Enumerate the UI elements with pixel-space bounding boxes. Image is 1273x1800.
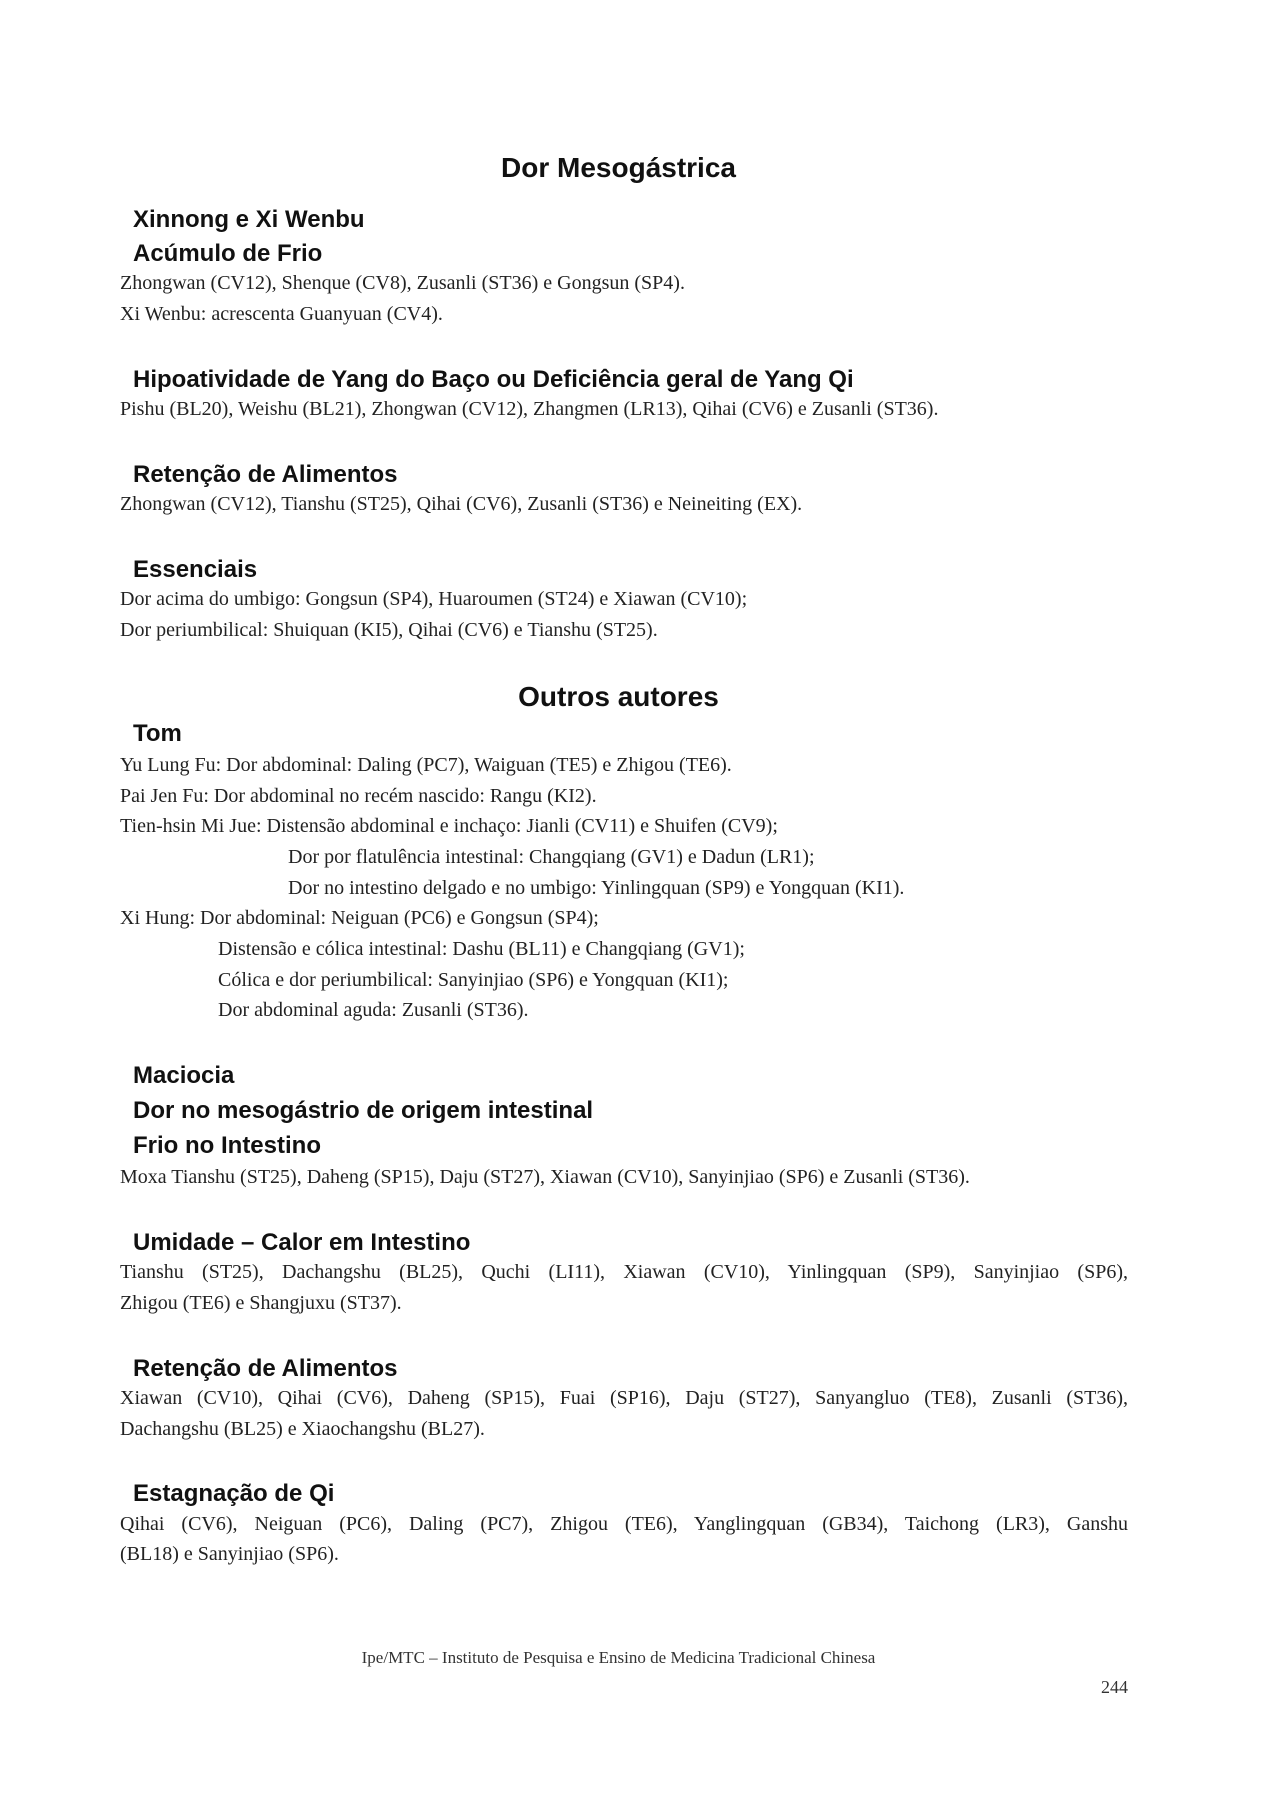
section-heading: Retenção de Alimentos — [133, 1355, 398, 1382]
section-heading: Acúmulo de Frio — [133, 240, 323, 267]
author-heading-tom: Tom — [133, 720, 182, 747]
author-heading-xinnong: Xinnong e Xi Wenbu — [133, 206, 365, 233]
section-heading: Estagnação de Qi — [133, 1480, 335, 1507]
text-line: Dor periumbilical: Shuiquan (KI5), Qihai (CV6) e Tianshu (ST25). — [120, 619, 658, 641]
text-line: Dor abdominal aguda: Zusanli (ST36). — [218, 999, 529, 1021]
page-number: 244 — [1101, 1677, 1128, 1697]
text-line: Zhongwan (CV12), Tianshu (ST25), Qihai (CV6), Zusanli (ST36) e Neineiting (EX). — [120, 493, 803, 515]
text-line: Pishu (BL20), Weishu (BL21), Zhongwan (CV12), Zhangmen (LR13), Qihai (CV6) e Zusanli (ST36). — [120, 398, 939, 420]
text-line: Xiawan (CV10), Qihai (CV6), Daheng (SP15), Fuai (SP16), Daju (ST27), Sanyangluo (TE8), Zusanli (ST36), — [120, 1387, 1128, 1409]
text-line: Zhongwan (CV12), Shenque (CV8), Zusanli (ST36) e Gongsun (SP4). — [120, 272, 685, 294]
section-title-outros: Outros autores — [518, 681, 719, 712]
text-line: Zhigou (TE6) e Shangjuxu (ST37). — [120, 1292, 402, 1314]
section-heading: Essenciais — [133, 556, 258, 583]
text-line: Moxa Tianshu (ST25), Daheng (SP15), Daju (ST27), Xiawan (CV10), Sanyinjiao (SP6) e Zusanli (ST36). — [120, 1166, 970, 1188]
text-line: Dachangshu (BL25) e Xiaochangshu (BL27). — [120, 1418, 485, 1440]
section-heading: Hipoatividade de Yang do Baço ou Deficiência geral de Yang Qi — [133, 366, 854, 393]
section-heading: Frio no Intestino — [133, 1132, 321, 1159]
text-line: Pai Jen Fu: Dor abdominal no recém nascido: Rangu (KI2). — [120, 785, 597, 807]
text-line: (BL18) e Sanyinjiao (SP6). — [120, 1543, 339, 1565]
text-line: Dor no intestino delgado e no umbigo: Yinlingquan (SP9) e Yongquan (KI1). — [288, 877, 905, 899]
section-heading: Retenção de Alimentos — [133, 461, 398, 488]
text-line: Tianshu (ST25), Dachangshu (BL25), Quchi (LI11), Xiawan (CV10), Yinlingquan (SP9), Sanyinjiao (SP6), — [120, 1261, 1128, 1283]
text-line: Yu Lung Fu: Dor abdominal: Daling (PC7), Waiguan (TE5) e Zhigou (TE6). — [120, 754, 732, 776]
text-line: Cólica e dor periumbilical: Sanyinjiao (SP6) e Yongquan (KI1); — [218, 969, 729, 991]
author-heading-maciocia: Maciocia — [133, 1062, 235, 1089]
section-heading: Umidade – Calor em Intestino — [133, 1229, 471, 1256]
text-line: Dor por flatulência intestinal: Changqiang (GV1) e Dadun (LR1); — [288, 846, 815, 868]
page-footer: Ipe/MTC – Instituto de Pesquisa e Ensino de Medicina Tradicional Chinesa — [361, 1648, 876, 1667]
page-title: Dor Mesogástrica — [501, 152, 736, 183]
text-line: Xi Hung: Dor abdominal: Neiguan (PC6) e Gongsun (SP4); — [120, 907, 599, 929]
text-line: Tien-hsin Mi Jue: Distensão abdominal e inchaço: Jianli (CV11) e Shuifen (CV9); — [120, 815, 778, 837]
section-heading: Dor no mesogástrio de origem intestinal — [133, 1097, 594, 1124]
text-line: Xi Wenbu: acrescenta Guanyuan (CV4). — [120, 303, 443, 325]
text-line: Qihai (CV6), Neiguan (PC6), Daling (PC7), Zhigou (TE6), Yanglingquan (GB34), Taichong (LR3), Ganshu — [120, 1513, 1128, 1535]
text-line: Dor acima do umbigo: Gongsun (SP4), Huaroumen (ST24) e Xiawan (CV10); — [120, 588, 748, 610]
text-line: Distensão e cólica intestinal: Dashu (BL11) e Changqiang (GV1); — [218, 938, 745, 960]
